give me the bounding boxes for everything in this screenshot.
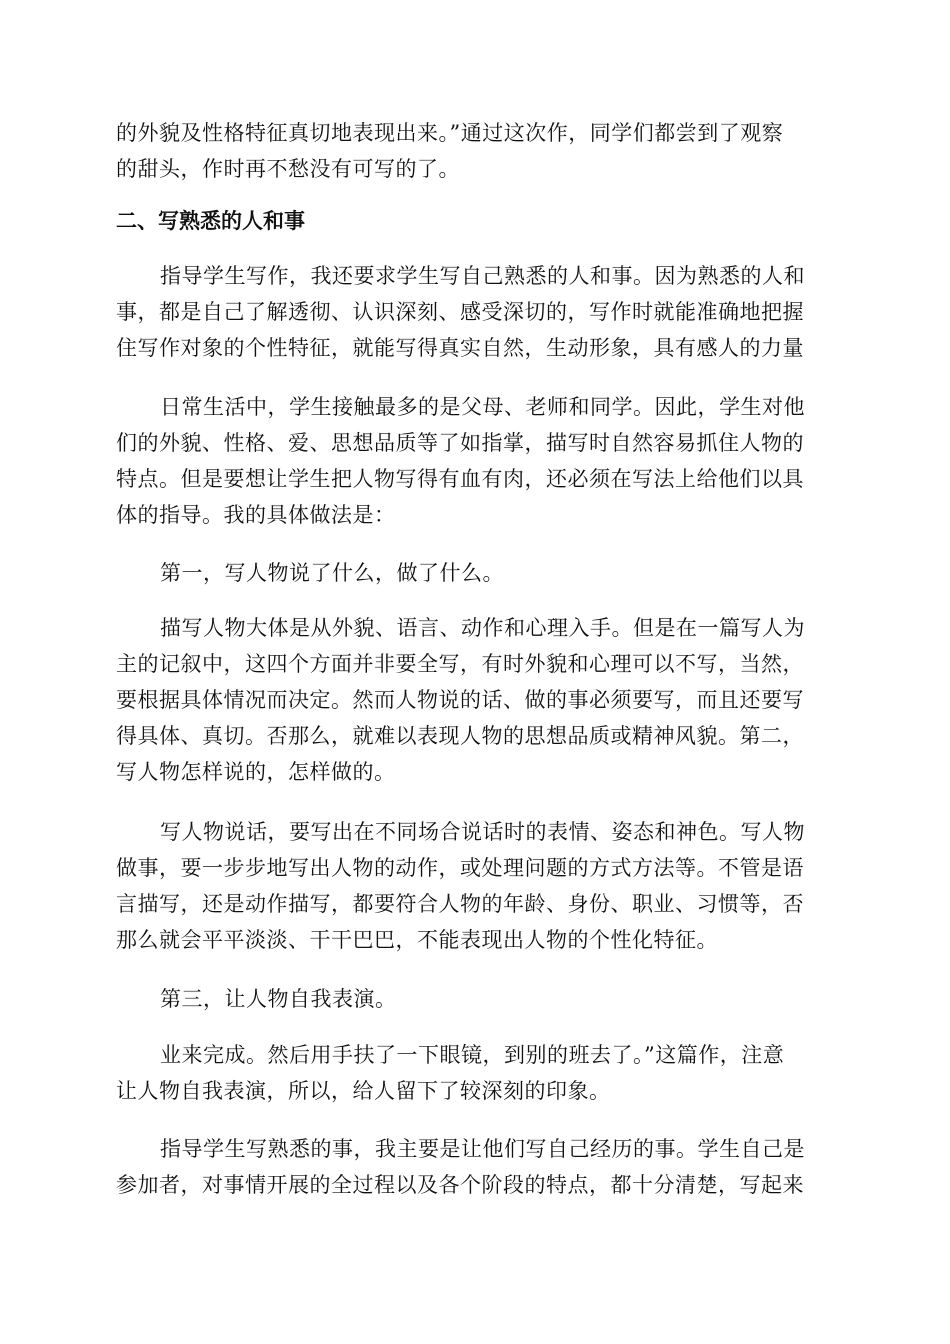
text-line: 的甜头，作时再不愁没有可写的了。 [116,157,460,181]
paragraph-speech-and-action [116,814,836,958]
text-line: 们的外貌、性格、爱、思想品质等了如指掌，描写时自然容易抓住人物的 [116,431,804,455]
text-line: 体的指导。我的具体做法是： [116,503,396,527]
text-line: 描写人物大体是从外貌、语言、动作和心理入手。但是在一篇写人为 [160,616,805,640]
text-line: 日常生活中，学生接触最多的是父母、老师和同学。因此，学生对他 [160,395,805,419]
paragraph-point-three [116,981,836,1017]
paragraph-daily-life [116,389,836,533]
paragraph-point-one [116,555,836,591]
text-line: 住写作对象的个性特征，就能写得真实自然，生动形象，具有感人的力量 [116,336,804,360]
text-line: 做事，要一步步地写出人物的动作，或处理问题的方式方法等。不管是语 [116,856,804,880]
paragraph-familiar-people [116,258,836,366]
paragraph-observation-conclusion [116,115,836,187]
section-heading: 二、写熟悉的人和事 [116,209,305,233]
text-line: 第一，写人物说了什么，做了什么。 [160,561,504,585]
text-line: 第三，让人物自我表演。 [160,987,397,1011]
paragraph-describing-people [116,610,836,790]
text-line: 业来完成。然后用手扶了一下眼镜，到别的班去了。”这篇作，注意 [160,1043,785,1067]
text-line: 那么就会平平淡淡、干干巴巴，不能表现出人物的个性化特征。 [116,928,718,952]
text-line: 要根据具体情况而决定。然而人物说的话、做的事必须要写，而且还要写 [116,688,804,712]
text-line: 指导学生写熟悉的事，我主要是让他们写自己经历的事。学生自己是 [160,1137,805,1161]
paragraph-self-performance [116,1037,836,1109]
text-line: 特点。但是要想让学生把人物写得有血有肉，还必须在写法上给他们以具 [116,467,804,491]
text-line: 主的记叙中，这四个方面并非要全写，有时外貌和心理可以不写，当然， [116,652,804,676]
text-line: 写人物怎样说的，怎样做的。 [116,760,396,784]
text-line: 言描写，还是动作描写，都要符合人物的年龄、身份、职业、习惯等，否 [116,892,804,916]
text-line: 的外貌及性格特征真切地表现出来。”通过这次作，同学们都尝到了观察 [116,121,784,145]
text-line: 得具体、真切。否那么，就难以表现人物的思想品质或精神风貌。第二， [116,724,804,748]
text-line: 事，都是自己了解透彻、认识深刻、感受深切的，写作时就能准确地把握 [116,300,804,324]
text-line: 让人物自我表演，所以，给人留下了较深刻的印象。 [116,1079,611,1103]
paragraph-familiar-events [116,1131,836,1203]
text-line: 写人物说话，要写出在不同场合说话时的表情、姿态和神色。写人物 [160,820,805,844]
text-line: 指导学生写作，我还要求学生写自己熟悉的人和事。因为熟悉的人和 [160,264,805,288]
text-line: 参加者，对事情开展的全过程以及各个阶段的特点，都十分清楚，写起来 [116,1173,804,1197]
